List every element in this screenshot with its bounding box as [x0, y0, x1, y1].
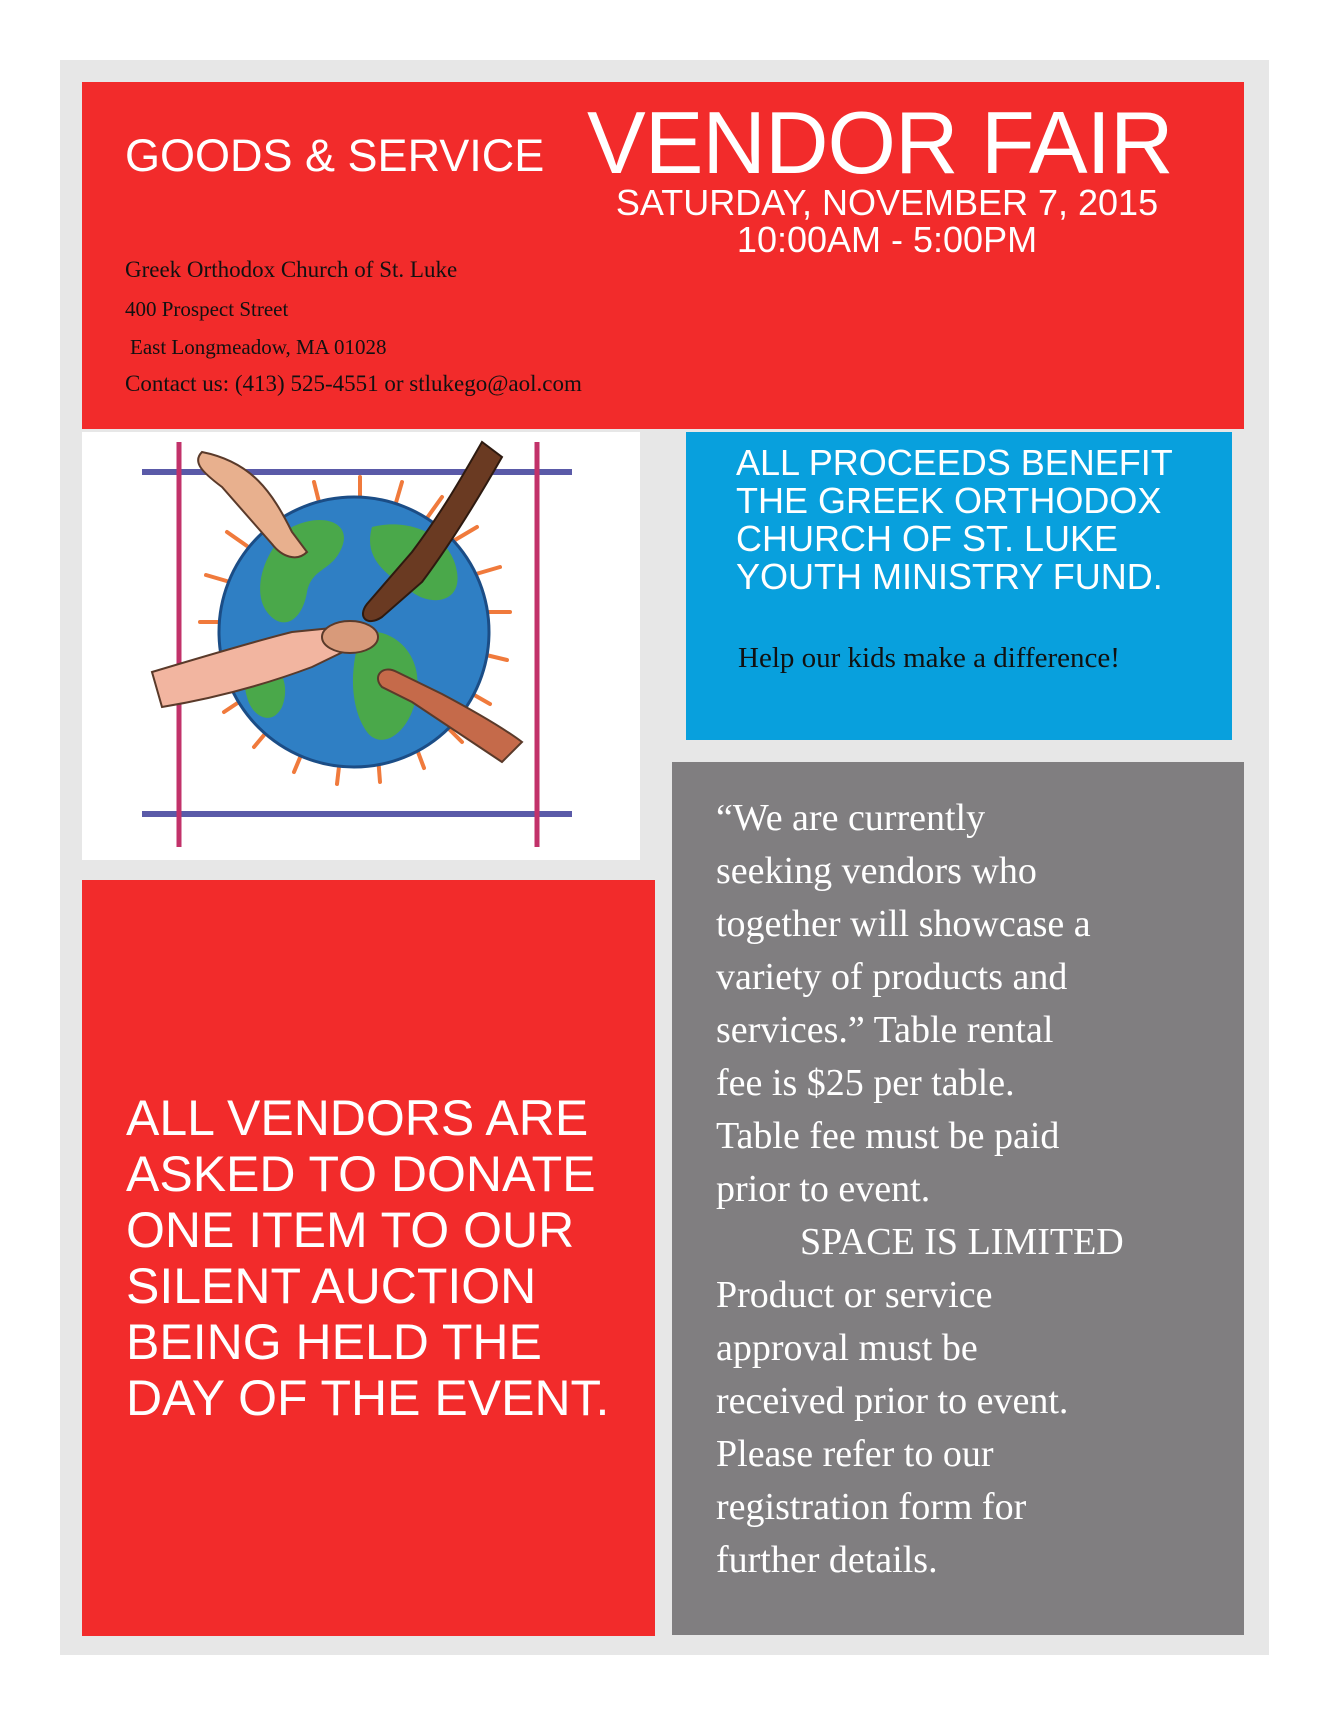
info-line: services.” Table rental — [716, 1009, 1054, 1051]
info-line: seeking vendors who — [716, 850, 1037, 892]
street-address: 400 Prospect Street — [125, 297, 289, 321]
donation-line: ONE ITEM TO OUR — [126, 1202, 575, 1258]
info-line: together will showcase a — [716, 903, 1091, 945]
proceeds-panel — [686, 432, 1232, 740]
info-line: “We are currently — [716, 797, 986, 839]
header-banner — [82, 82, 1244, 429]
proceeds-line: CHURCH OF ST. LUKE — [736, 518, 1119, 559]
proceeds-line: THE GREEK ORTHODOX — [736, 480, 1162, 521]
info-line: Please refer to our — [716, 1433, 994, 1475]
info-line: registration form for — [716, 1486, 1027, 1528]
donation-line: SILENT AUCTION — [126, 1258, 537, 1314]
info-line: further details. — [716, 1539, 938, 1581]
contact-info: Contact us: (413) 525-4551 or stlukego@aol.com — [125, 371, 582, 396]
globe-hands-icon — [82, 432, 640, 860]
illustration-box — [82, 432, 640, 860]
donation-line: DAY OF THE EVENT. — [126, 1370, 610, 1426]
info-line: fee is $25 per table. — [716, 1062, 1015, 1104]
help-tagline: Help our kids make a difference! — [738, 642, 1120, 674]
info-line: Product or service — [716, 1274, 993, 1316]
info-line: Table fee must be paid — [716, 1115, 1060, 1157]
city-address: East Longmeadow, MA 01028 — [130, 335, 387, 359]
info-line: variety of products and — [716, 956, 1068, 998]
goods-service-heading: GOODS & SERVICE — [125, 130, 545, 181]
church-name: Greek Orthodox Church of St. Luke — [125, 257, 458, 282]
info-line: prior to event. — [716, 1168, 931, 1210]
info-line: approval must be — [716, 1327, 978, 1369]
vendor-info-panel — [672, 762, 1244, 1635]
donation-text — [126, 1090, 609, 1426]
info-line: received prior to event. — [716, 1380, 1069, 1422]
space-limited-notice: SPACE IS LIMITED — [800, 1221, 1124, 1263]
donation-line: ASKED TO DONATE — [126, 1146, 596, 1202]
event-date: SATURDAY, NOVEMBER 7, 2015 — [615, 182, 1159, 223]
proceeds-line: ALL PROCEEDS BENEFIT — [736, 442, 1173, 483]
donation-panel — [82, 880, 655, 1636]
donation-line: ALL VENDORS ARE — [126, 1090, 589, 1146]
proceeds-text — [736, 444, 1173, 596]
event-time: 10:00AM - 5:00PM — [736, 219, 1038, 260]
donation-line: BEING HELD THE — [126, 1314, 542, 1370]
proceeds-line: YOUTH MINISTRY FUND. — [736, 556, 1163, 597]
vendor-fair-title: VENDOR FAIR — [587, 93, 1173, 192]
vendor-info-text — [716, 792, 1124, 1587]
